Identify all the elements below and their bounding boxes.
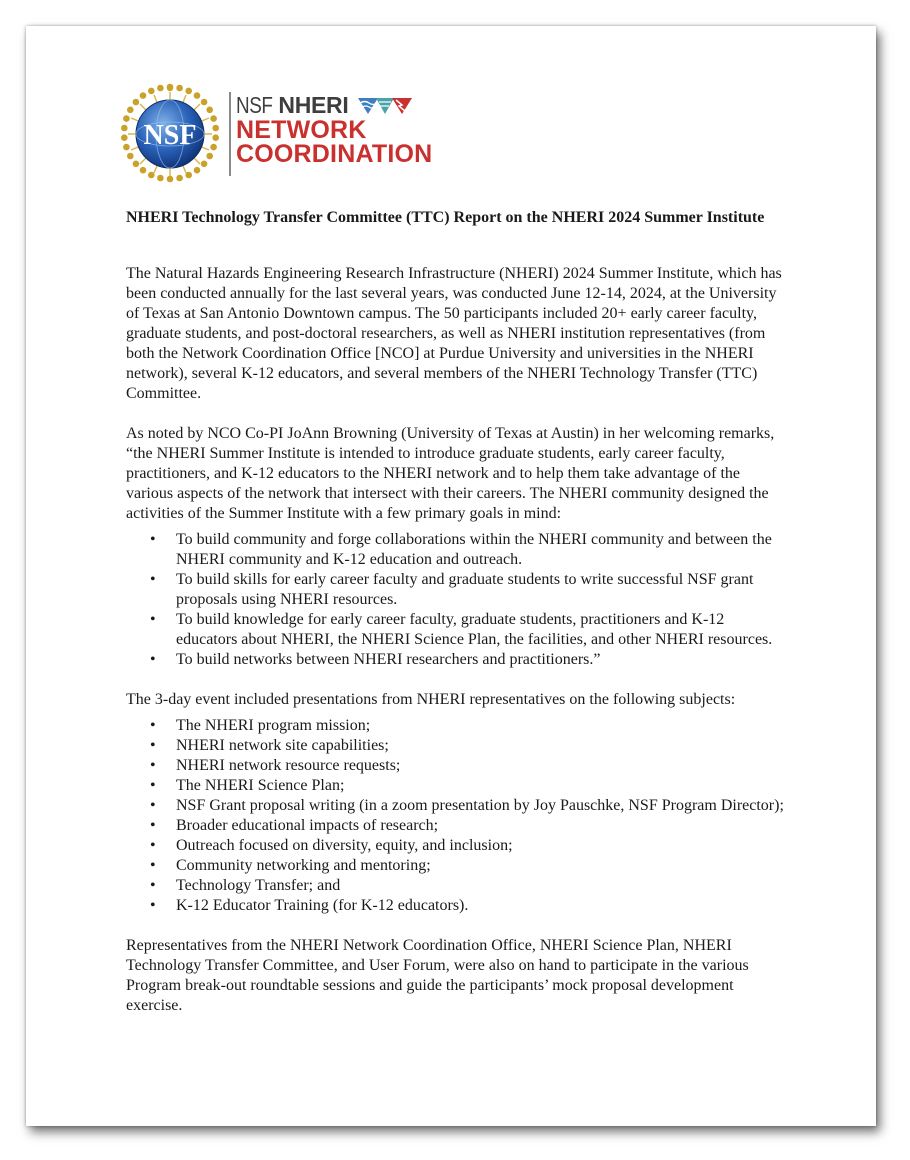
closing-paragraph: Representatives from the NHERI Network Coordination Office, NHERI Science Plan, NHERI Technology Transfer Committee, and User Forum, were also on hand to participate in the various Program break-out roundtable sessions and guide the participants’ mock proposal development exercise. (126, 937, 749, 1014)
report-body (126, 208, 786, 1016)
bullet-icon: • (150, 717, 156, 734)
subject-text: NSF Grant proposal writing (in a zoom presentation by Joy Pauschke, NSF Program Director); (176, 797, 784, 814)
subject-item (126, 876, 786, 896)
bullet-icon: • (150, 857, 156, 874)
bullet-icon: • (150, 797, 156, 814)
bullet-icon: • (150, 837, 156, 854)
nsf-seal-icon (118, 82, 222, 186)
nheri-wordmark (236, 92, 466, 166)
bullet-icon: • (150, 897, 156, 914)
subjects-list (126, 716, 786, 916)
goal-text: To build knowledge for early career faculty, graduate students, practitioners and K-12 educators about NHERI, the NHERI Science Plan, the facilities, and other NHERI resources. (176, 611, 773, 648)
brand-network-text: NETWORK (236, 116, 367, 144)
remarks-paragraph: As noted by NCO Co-PI JoAnn Browning (University of Texas at Austin) in her welcoming remarks, “the NHERI Summer Institute is intended to introduce graduate students, early career faculty, practitioners, and K-12 educators to the NHERI network and to help them take advantage of the various aspects of the network that intersect with their careers. The NHERI community designed the activities of the Summer Institute with a few primary goals in mind: (126, 425, 775, 522)
bullet-icon: • (150, 877, 156, 894)
goal-text: To build networks between NHERI researchers and practitioners.” (176, 651, 601, 668)
subject-text: The NHERI program mission; (176, 717, 371, 734)
goal-item (126, 570, 786, 610)
report-title: NHERI Technology Transfer Committee (TTC) Report on the NHERI 2024 Summer Institute (126, 209, 765, 226)
subject-text: Outreach focused on diversity, equity, and inclusion; (176, 837, 513, 854)
intro-paragraph: The Natural Hazards Engineering Research Infrastructure (NHERI) 2024 Summer Institute, which has been conducted annually for the last several years, was conducted June 12-14, 2024, at the University of Texas at San Antonio Downtown campus. The 50 participants included 20+ early career faculty, graduate students, and post-doctoral researchers, as well as NHERI institution representatives (from both the Network Coordination Office [NCO] at Purdue University and universities in the NHERI network), several K-12 educators, and several members of the NHERI Technology Transfer (TTC) Committee. (126, 265, 782, 402)
subject-text: Community networking and mentoring; (176, 857, 431, 874)
subject-text: NHERI network site capabilities; (176, 737, 389, 754)
bullet-icon: • (150, 571, 156, 588)
subject-item (126, 776, 786, 796)
subject-text: Broader educational impacts of research; (176, 817, 439, 834)
goal-item (126, 610, 786, 650)
subject-item (126, 796, 786, 816)
brand-nheri-text: NHERI (278, 92, 349, 118)
subject-text: Technology Transfer; and (176, 877, 341, 894)
goal-item (126, 530, 786, 570)
subject-item (126, 716, 786, 736)
nsf-nheri-logo (118, 82, 458, 186)
subject-text: The NHERI Science Plan; (176, 777, 345, 794)
bullet-icon: • (150, 757, 156, 774)
brand-nsf-text: NSF (236, 92, 273, 118)
subject-text: K-12 Educator Training (for K-12 educators). (176, 897, 469, 914)
nheri-hazard-mark-icon (356, 96, 414, 116)
subject-item (126, 756, 786, 776)
bullet-icon: • (150, 777, 156, 794)
bullet-icon: • (150, 611, 156, 628)
logo-divider (229, 92, 231, 176)
svg-text:NSF: NSF (143, 120, 197, 151)
document-page (26, 26, 876, 1126)
brand-coordination-text: COORDINATION (236, 140, 433, 168)
subjects-intro-paragraph: The 3-day event included presentations from NHERI representatives on the following subjects: (126, 691, 736, 708)
subject-item (126, 816, 786, 836)
bullet-icon: • (150, 651, 156, 668)
goals-list (126, 530, 786, 670)
subject-text: NHERI network resource requests; (176, 757, 401, 774)
subject-item (126, 896, 786, 916)
goal-text: To build skills for early career faculty and graduate students to write successful NSF grant proposals using NHERI resources. (176, 571, 754, 608)
subject-item (126, 836, 786, 856)
bullet-icon: • (150, 531, 156, 548)
goal-item (126, 650, 786, 670)
bullet-icon: • (150, 817, 156, 834)
goal-text: To build community and forge collaborations within the NHERI community and between the NHERI community and K-12 education and outreach. (176, 531, 772, 568)
subject-item (126, 736, 786, 756)
subject-item (126, 856, 786, 876)
bullet-icon: • (150, 737, 156, 754)
